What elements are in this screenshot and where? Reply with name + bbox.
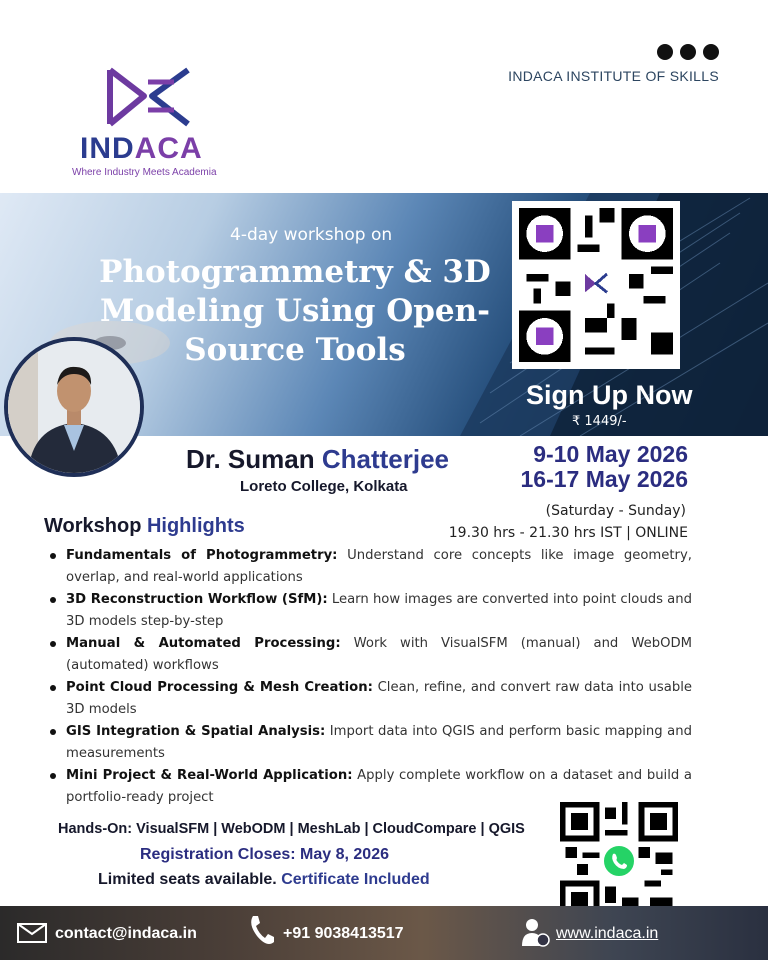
website-link[interactable]: www.indaca.in bbox=[556, 925, 659, 942]
qr-code-icon bbox=[519, 208, 673, 362]
registration-deadline: Registration Closes: May 8, 2026 bbox=[140, 846, 389, 863]
workshop-days: (Saturday - Sunday) bbox=[545, 503, 686, 519]
signup-qr-code[interactable] bbox=[512, 201, 680, 369]
workshop-subtitle: 4-day workshop on bbox=[230, 225, 393, 245]
highlights-heading: Workshop Highlights bbox=[44, 515, 245, 537]
more-dots-icon bbox=[657, 44, 719, 60]
web-user-icon bbox=[520, 916, 550, 948]
seats-note: Limited seats available. Certificate Included bbox=[98, 871, 430, 888]
email-icon bbox=[16, 918, 48, 946]
list-item: Mini Project & Real-World Application: Apply complete workflow on a dataset and build a portfolio-ready project bbox=[48, 765, 692, 809]
institute-name: INDACA INSTITUTE OF SKILLS bbox=[508, 68, 719, 84]
list-item: Fundamentals of Photogrammetry: Understand core concepts like image geometry, overlap, and real-world applications bbox=[48, 545, 692, 589]
list-item: GIS Integration & Spatial Analysis: Import data into QGIS and perform basic mapping and measurements bbox=[48, 721, 692, 765]
workshop-time: 19.30 hrs - 21.30 hrs IST | ONLINE bbox=[448, 525, 688, 541]
workshop-title: Photogrammetry & 3D Modeling Using Open-Source Tools bbox=[99, 254, 491, 368]
workshop-date-1: 9-10 May 2026 bbox=[533, 441, 688, 467]
list-item: Point Cloud Processing & Mesh Creation: Clean, refine, and convert raw data into usable 3D models bbox=[48, 677, 692, 721]
highlights-list bbox=[48, 545, 692, 809]
speaker-name: Dr. Suman Chatterjee bbox=[186, 444, 449, 474]
list-item: Manual & Automated Processing: Work with VisualSFM (manual) and WebODM (automated) workflows bbox=[48, 633, 692, 677]
logo-wordmark: INDACA bbox=[80, 132, 203, 165]
phone-icon bbox=[247, 914, 275, 948]
tools-list: Hands-On: VisualSFM | WebODM | MeshLab | CloudCompare | QGIS bbox=[58, 821, 525, 837]
indaca-logo-icon bbox=[104, 66, 194, 130]
whatsapp-icon bbox=[602, 844, 636, 878]
logo-tagline: Where Industry Meets Academia bbox=[72, 167, 217, 178]
speaker-avatar bbox=[4, 337, 144, 477]
price-label: ₹ 1449/- bbox=[572, 414, 627, 429]
speaker-affiliation: Loreto College, Kolkata bbox=[240, 478, 408, 495]
contact-email-link[interactable]: contact@indaca.in bbox=[55, 925, 197, 942]
contact-phone-link[interactable]: +91 9038413517 bbox=[283, 925, 404, 942]
workshop-date-2: 16-17 May 2026 bbox=[520, 466, 688, 492]
signup-cta[interactable]: Sign Up Now bbox=[526, 380, 693, 410]
list-item: 3D Reconstruction Workflow (SfM): Learn how images are converted into point clouds and 3D models step-by-step bbox=[48, 589, 692, 633]
speaker-photo-icon bbox=[8, 341, 140, 473]
